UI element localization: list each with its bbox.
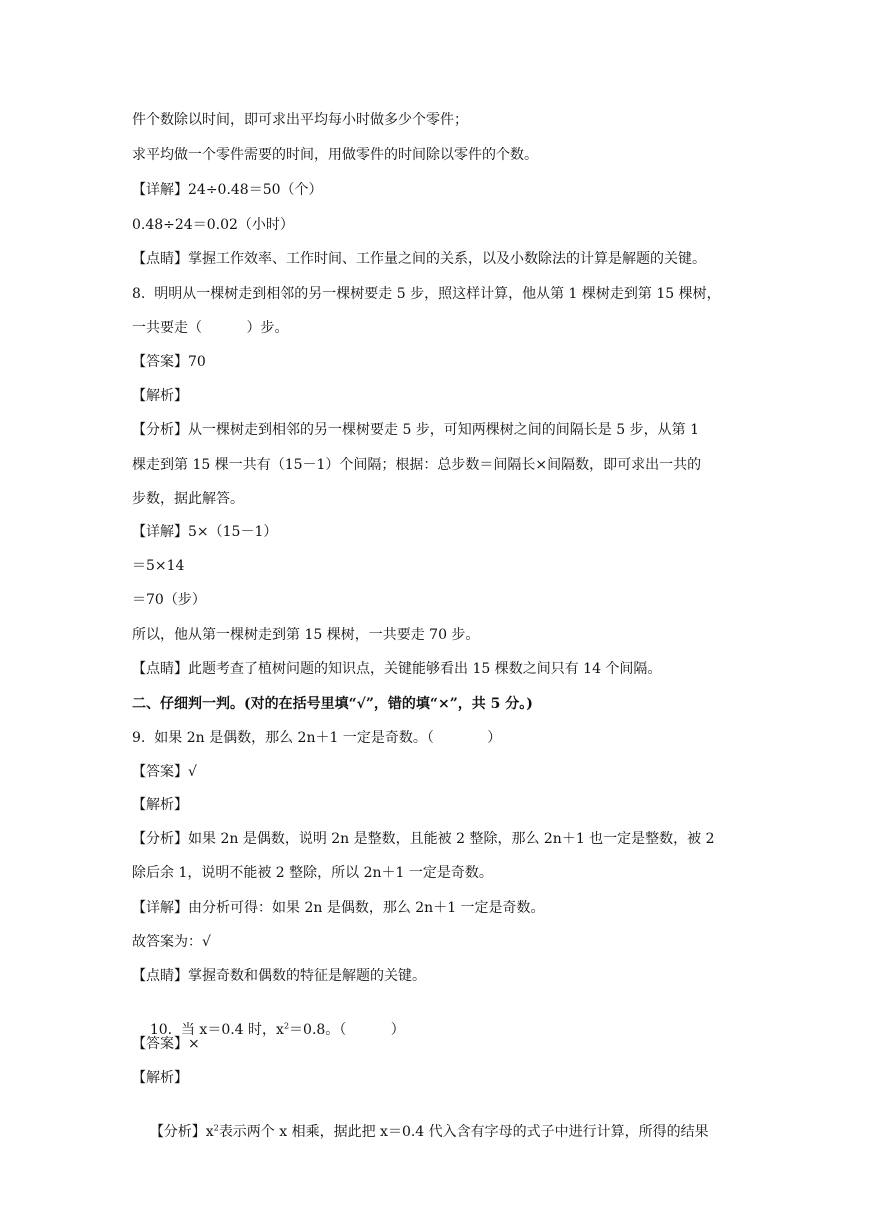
text-line: 件个数除以时间，即可求出平均每小时做多少个零件； — [132, 112, 468, 128]
answer-line: 【答案】× — [132, 1036, 200, 1052]
question-10-text: 10. 当 x＝0.4 时，x — [149, 1022, 284, 1038]
text-line: 【详解】24÷0.48＝50（个） — [132, 182, 323, 198]
question-8-line-2: 一共要走（ ）步。 — [132, 320, 289, 336]
superscript-2: 2 — [213, 1123, 219, 1133]
text-line: 除后余 1，说明不能被 2 整除，所以 2n＋1 一定是奇数。 — [132, 865, 493, 881]
question-10-tail: ＝0.8。（ ） — [289, 1022, 405, 1038]
analysis-heading: 【解析】 — [132, 797, 188, 813]
text-line: 求平均做一个零件需要的时间，用做零件的时间除以零件的个数。 — [132, 147, 538, 163]
text-line: 【点睛】此题考查了植树问题的知识点，关键能够看出 15 棵数之间只有 14 个间隔。 — [132, 661, 662, 677]
analysis-text: 【分析】x — [149, 1124, 214, 1140]
analysis-heading: 【解析】 — [132, 1070, 188, 1086]
text-line: 故答案为：√ — [132, 934, 211, 950]
text-line: 所以，他从第一棵树走到第 15 棵树，一共要走 70 步。 — [132, 627, 480, 643]
text-line: 【分析】从一棵树走到相邻的另一棵树要走 5 步，可知两棵树之间的间隔长是 5 步，从第 1 — [132, 422, 699, 438]
answer-line: 【答案】√ — [132, 764, 197, 780]
text-line: 【分析】如果 2n 是偶数，说明 2n 是整数，且能被 2 整除，那么 2n＋1 也一定是整数，被 2 — [132, 831, 715, 847]
question-8-line-1: 8. 明明从一棵树走到相邻的另一棵树要走 5 步，照这样计算，他从第 1 棵树走到第 15 棵树， — [132, 286, 721, 302]
text-line: 棵走到第 15 棵一共有（15－1）个间隔；根据：总步数＝间隔长×间隔数，即可求出一共的 — [132, 457, 702, 473]
superscript-2: 2 — [283, 1021, 290, 1031]
text-line: 【详解】由分析可得：如果 2n 是偶数，那么 2n＋1 一定是奇数。 — [132, 900, 545, 916]
analysis-tail: 表示两个 x 相乘，据此把 x＝0.4 代入含有字母的式子中进行计算，所得的结果 — [218, 1124, 709, 1140]
text-line: 步数，据此解答。 — [132, 491, 244, 507]
section-heading: 二、仔细判一判。(对的在括号里填“√”，错的填“×”，共 5 分。) — [132, 696, 533, 712]
analysis-line — [132, 1102, 709, 1162]
answer-line: 【答案】70 — [132, 354, 206, 370]
question-9-line: 9. 如果 2n 是偶数，那么 2n＋1 一定是奇数。（ ） — [132, 730, 502, 746]
text-line: ＝70（步） — [132, 592, 206, 608]
text-line: 【详解】5×（15－1） — [132, 524, 278, 540]
text-line: 0.48÷24＝0.02（小时） — [132, 217, 294, 233]
text-line: 【点睛】掌握奇数和偶数的特征是解题的关键。 — [132, 968, 426, 984]
text-line: ＝5×14 — [132, 558, 185, 574]
text-line: 【点睛】掌握工作效率、工作时间、工作量之间的关系，以及小数除法的计算是解题的关键。 — [132, 251, 706, 267]
analysis-heading: 【解析】 — [132, 388, 188, 404]
